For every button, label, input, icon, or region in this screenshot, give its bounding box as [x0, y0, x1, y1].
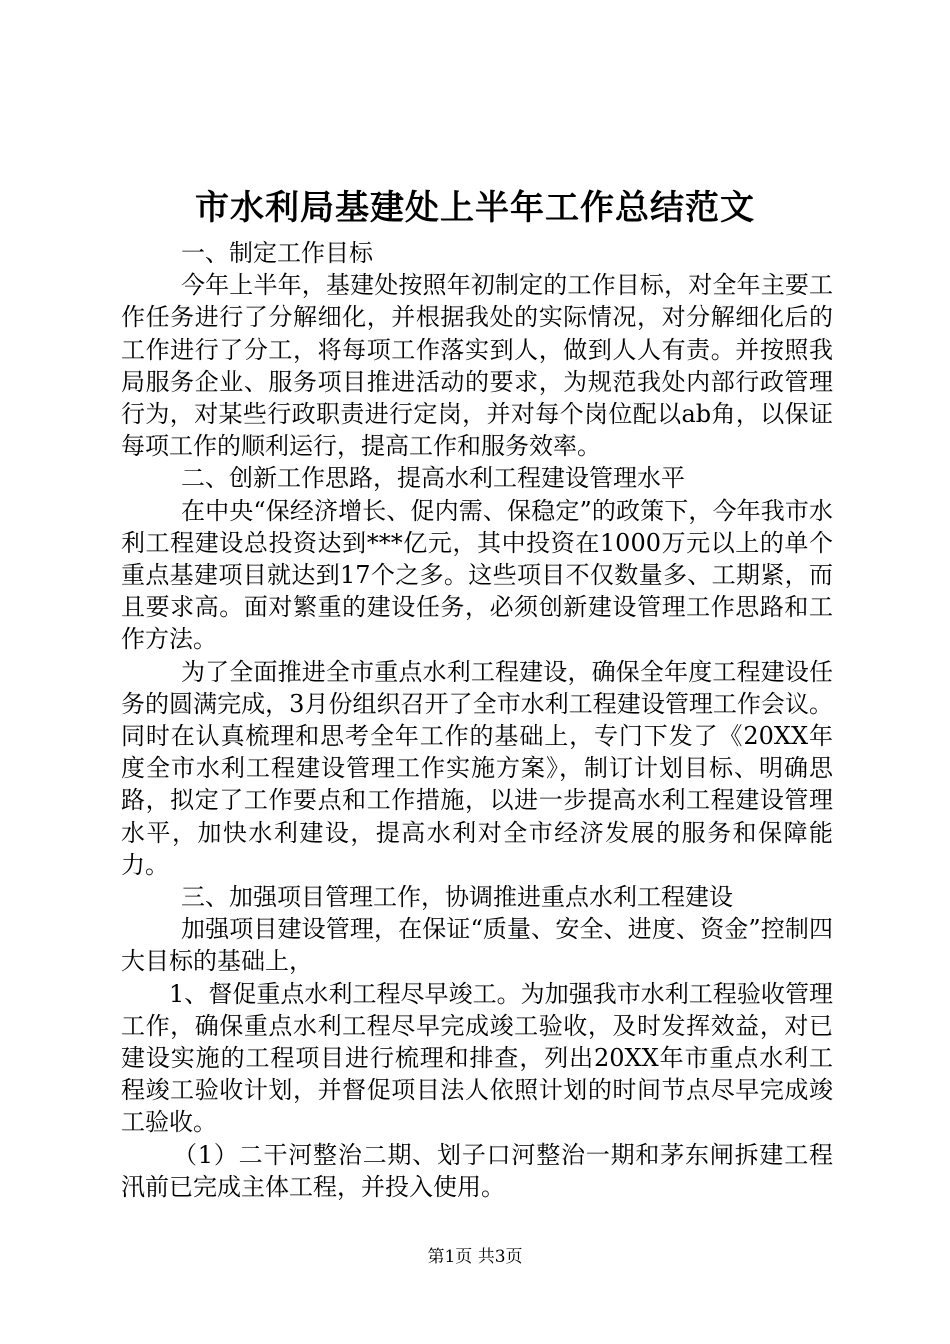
section-heading-1: 一、制定工作目标 [181, 239, 373, 267]
section-heading-3: 三、加强项目管理工作，协调推进重点水利工程建设 [181, 883, 733, 912]
document-title: 市水利局基建处上半年工作总结范文 [195, 188, 755, 228]
section-heading-2: 二、创新工作思路，提高水利工程建设管理水平 [181, 464, 685, 493]
document-body [121, 237, 833, 1203]
page-footer: 第1页 共3页 [427, 1247, 523, 1267]
paragraph: 今年上半年，基建处按照年初制定的工作目标，对全年主要工作任务进行了分解细化，并根据我处的实际情况，对分解细化后的工作进行了分工，将每项工作落实到人，做到人人有责。并按照我局服务企业、服务项目推进活动的要求，为规范我处内部行政管理行为，对某些行政职责进行定岗，并对每个岗位配以ab角，以保证每项工作的顺利运行，提高工作和服务效率。 [121, 271, 833, 461]
list-item: 1、督促重点水利工程尽早竣工。为加强我市水利工程验收管理工作，确保重点水利工程尽早完成竣工验收，及时发挥效益，对已建设实施的工程项目进行梳理和排查，列出20XX年市重点水利工程竣工验收计划，并督促项目法人依照计划的时间节点尽早完成竣工验收。 [121, 979, 833, 1137]
paragraph: 加强项目建设管理，在保证“质量、安全、进度、资金”控制四大目标的基础上， [121, 915, 833, 976]
paragraph: 为了全面推进全市重点水利工程建设，确保全年度工程建设任务的圆满完成，3月份组织召开了全市水利工程建设管理工作会议。同时在认真梳理和思考全年工作的基础上，专门下发了《20XX年度全市水利工程建设管理工作实施方案》，制订计划目标、明确思路，拟定了工作要点和工作措施，以进一步提高水利工程建设管理水平，加快水利建设，提高水利对全市经济发展的服务和保障能力。 [121, 657, 833, 879]
paragraph: 在中央“保经济增长、促内需、保稳定”的政策下，今年我市水利工程建设总投资达到***亿元，其中投资在1000万元以上的单个重点基建项目就达到17个之多。这些项目不仅数量多、工期紧，而且要求高。面对繁重的建设任务，必须创新建设管理工作思路和工作方法。 [121, 496, 833, 654]
list-item: （1）二干河整治二期、划子口河整治一期和茅东闸拆建工程汛前已完成主体工程，并投入使用。 [121, 1140, 833, 1201]
